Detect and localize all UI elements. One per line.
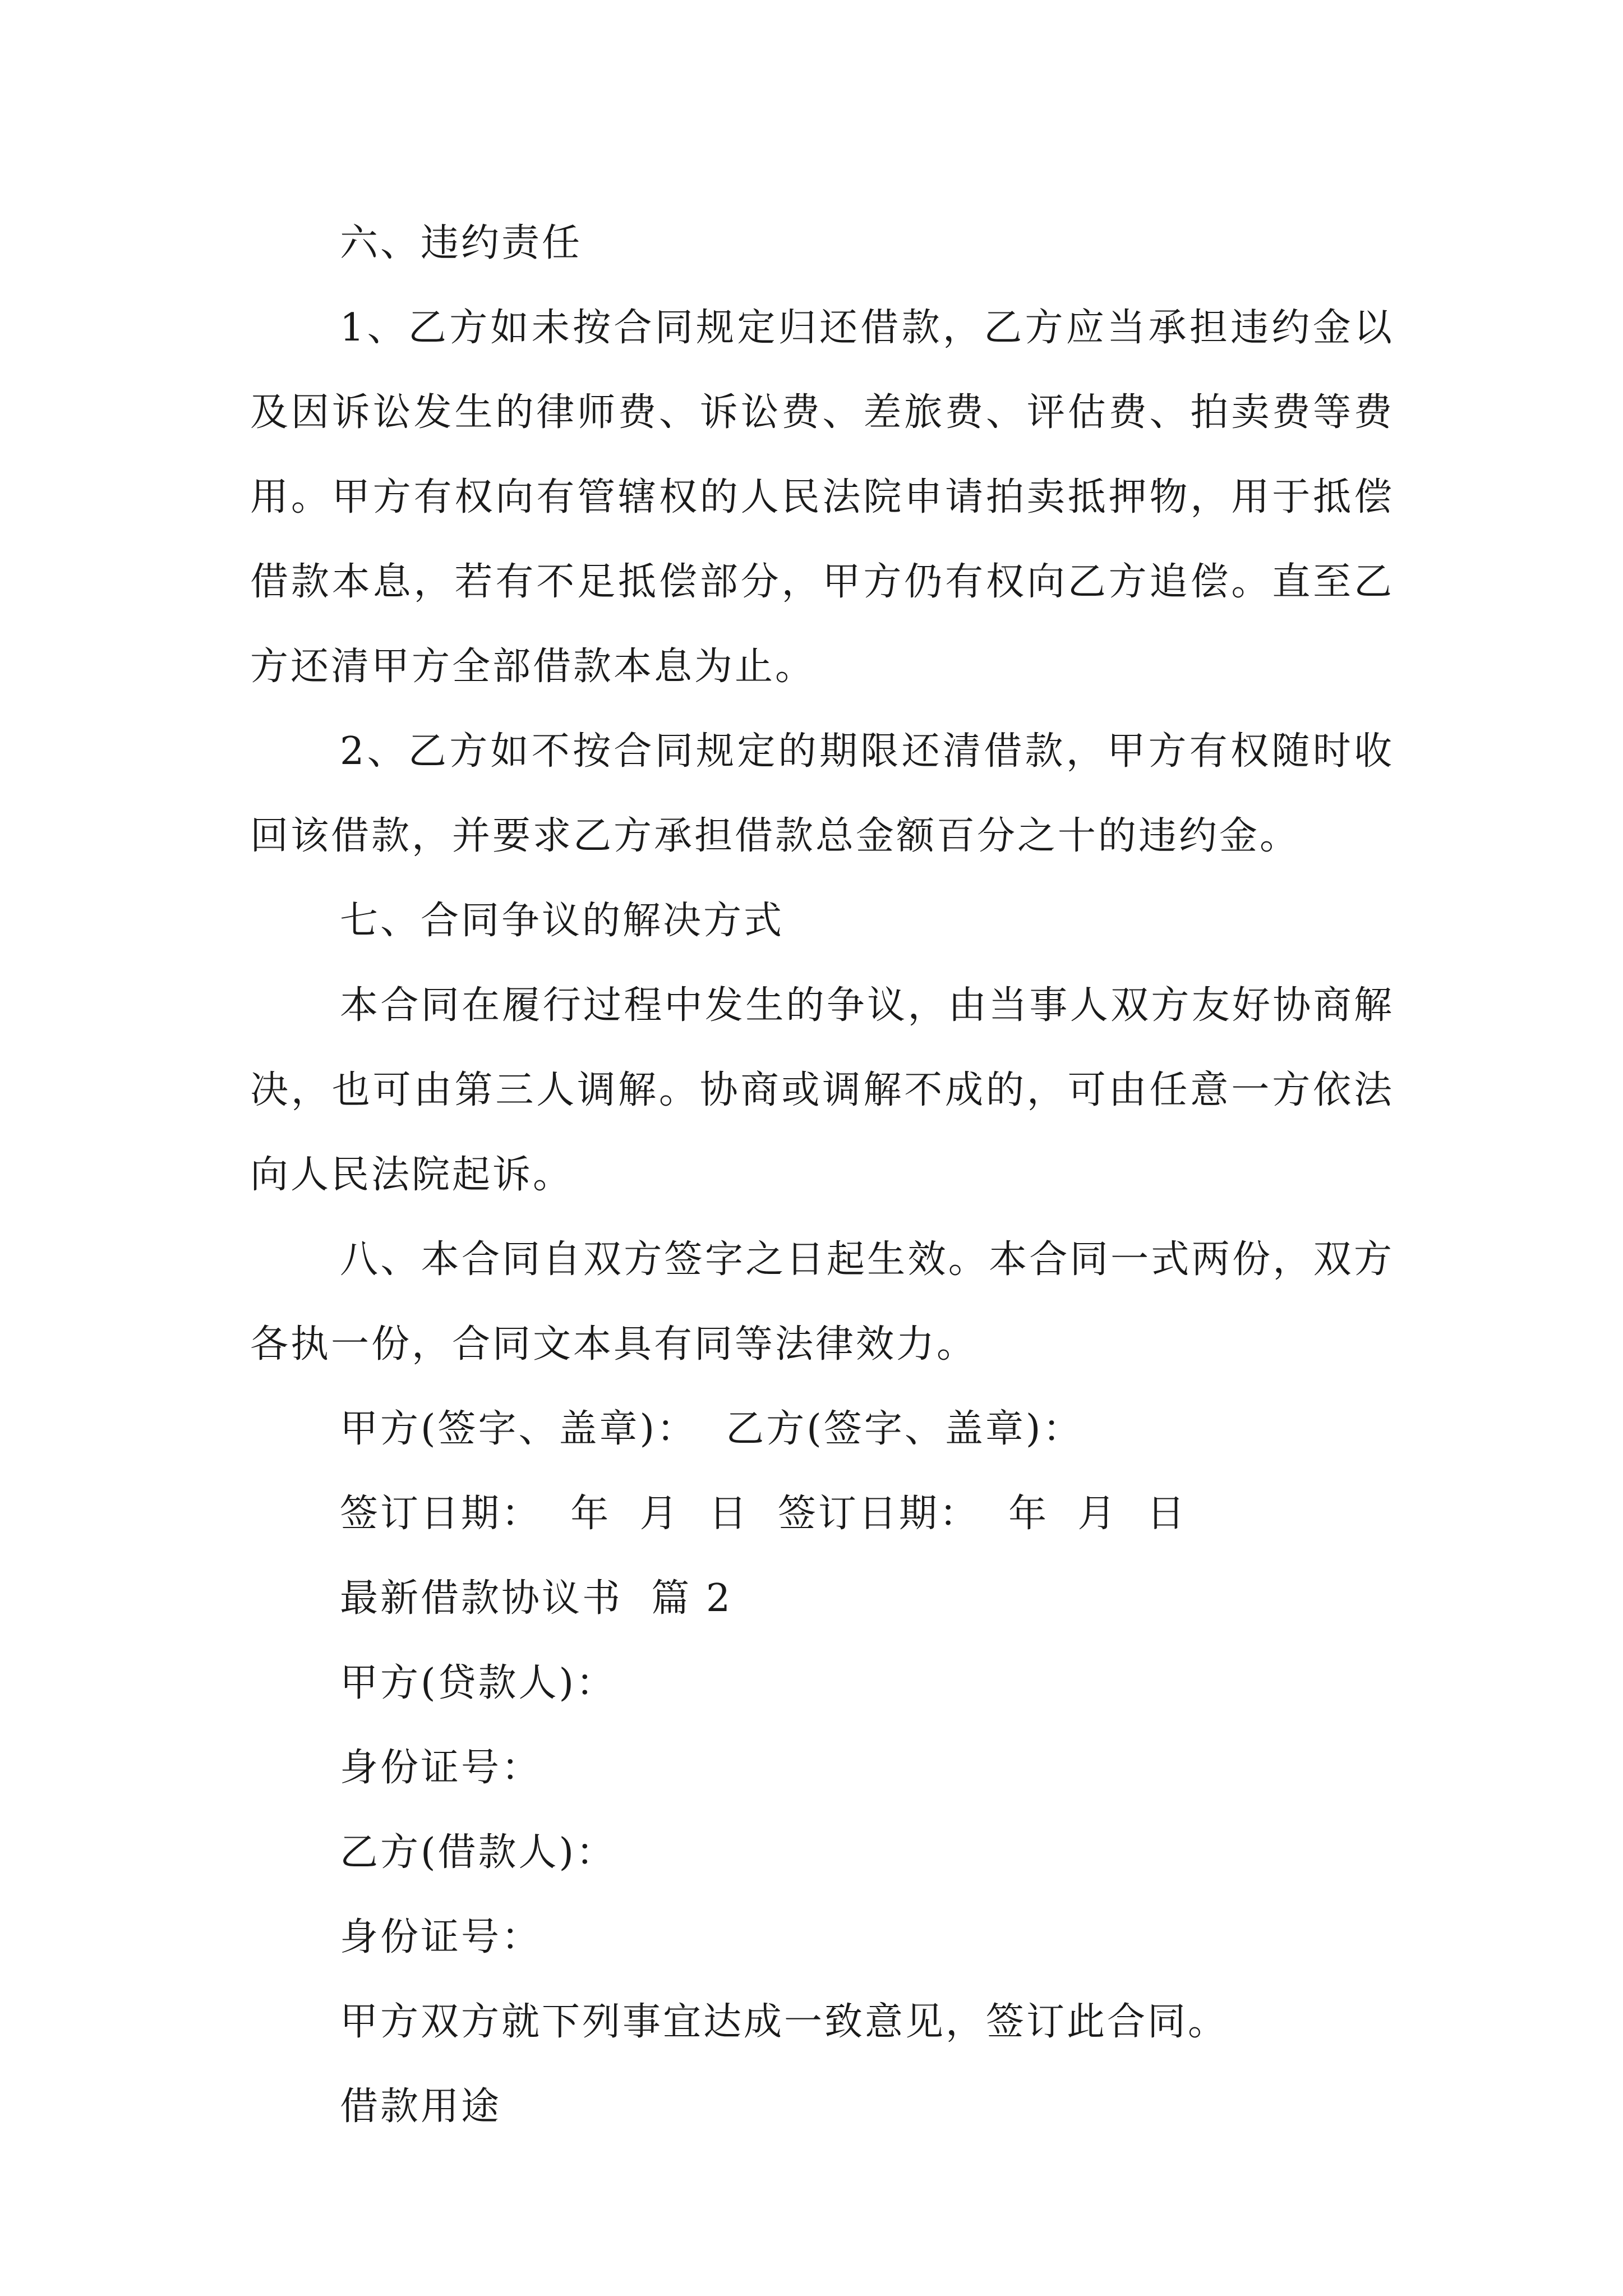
signing-date-line: 签订日期： 年 月 日 签订日期： 年 月 日: [340, 1492, 1187, 1536]
section-effective-clause: 八、本合同自双方签字之日起生效。本合同一式两份，双方各执一份，合同文本具有同等法律效力。: [250, 1237, 1394, 1366]
section-heading-loan-purpose: 借款用途: [340, 2085, 502, 2129]
clause-2-breach: 2、乙方如不按合同规定的期限还清借款，甲方有权随时收回该借款，并要求乙方承担借款总金额百分之十的违约金。: [250, 729, 1394, 858]
lender-field: 甲方(贷款人)：: [340, 1661, 617, 1705]
dispute-resolution-text: 本合同在履行过程中发生的争议，由当事人双方友好协商解决，也可由第三人调解。协商或调解不成的，可由任意一方依法向人民法院起诉。: [250, 983, 1394, 1197]
borrower-field: 乙方(借款人)：: [340, 1830, 617, 1875]
clause-1-breach: 1、乙方如未按合同规定归还借款，乙方应当承担违约金以及因诉讼发生的律师费、诉讼费、差旅费、评估费、拍卖费等费用。甲方有权向有管辖权的人民法院申请拍卖抵押物，用于抵偿借款本息，若有不足抵偿部分，甲方仍有权向乙方追偿。直至乙方还清甲方全部借款本息为止。: [250, 306, 1394, 689]
signature-line: 甲方(签字、盖章)： 乙方(签字、盖章)：: [340, 1407, 1083, 1451]
agreement-2-title: 最新借款协议书 篇 2: [340, 1576, 733, 1621]
borrower-id-field: 身份证号：: [340, 1915, 542, 1959]
section-heading-breach-liability: 六、违约责任: [340, 221, 583, 265]
section-heading-dispute-resolution: 七、合同争议的解决方式: [340, 899, 785, 943]
document-body: [250, 201, 1394, 2149]
lender-id-field: 身份证号：: [340, 1746, 542, 1790]
agreement-intro: 甲方双方就下列事宜达成一致意见，签订此合同。: [340, 2000, 1229, 2044]
